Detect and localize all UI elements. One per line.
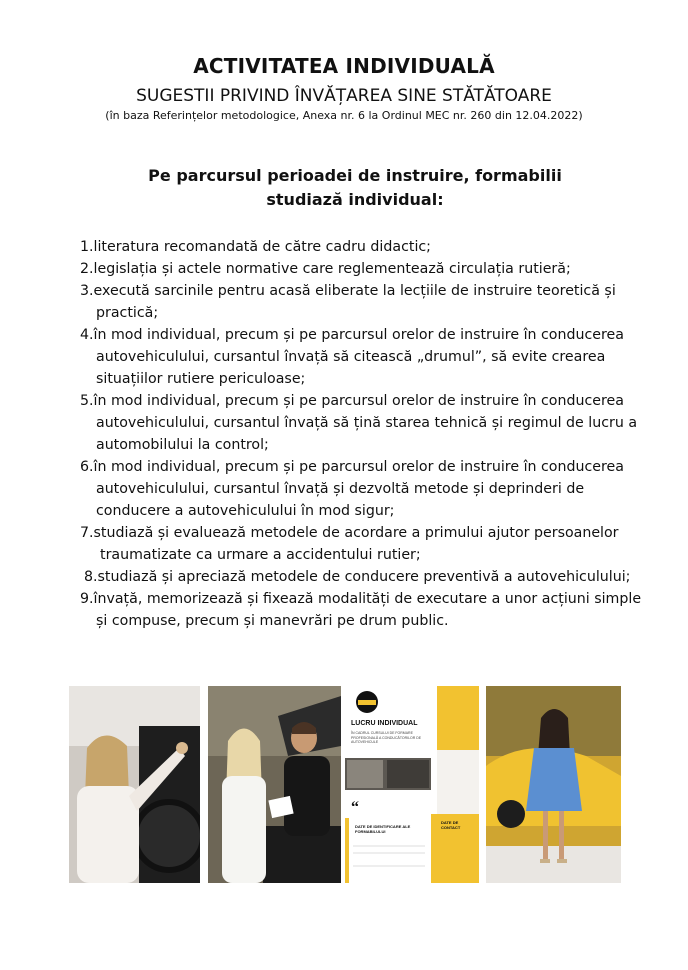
list-item: 1.literatura recomandată de către cadru didactic; [80,239,431,255]
svg-text:“: “ [351,799,359,816]
section-heading-line-1: Pe parcursul perioadei de instruire, formabilii [148,166,562,185]
woman-yellow-car-image [486,686,621,883]
instructor-engine-image [208,686,341,883]
list-item: 7.studiază și evaluează metodele de acordare a primului ajutor persoanelor traumatizate ca urmare a accidentului rutier; [80,525,619,563]
flyer-id-label: DATE DE IDENTIFICARE ALE FORMABILULUI [355,824,411,834]
document-subtitle: SUGESTII PRIVIND ÎNVĂȚAREA SINE STĂTĂTOARE [136,86,552,106]
flyer-title: LUCRU INDIVIDUAL [351,720,418,727]
list-item: 8.studiază și apreciază metodele de conducere preventivă a autovehiculului; [84,569,631,585]
flyer-graphic [345,686,479,883]
photo-instructor-engine [208,686,341,883]
photo-strip [69,686,621,884]
photo-woman-yellow-car [486,686,621,883]
photo-driver-in-car [69,686,200,883]
section-heading-line-2: studiază individual: [266,190,444,209]
list-item: 4.în mod individual, precum și pe parcursul orelor de instruire în conducerea autovehiculului, cursantul învață să citească „drumul”, să evite crearea situațiilor rutiere periculoase; [80,327,624,387]
document-title: ACTIVITATEA INDIVIDUALĂ [193,54,495,78]
list-item: 5.în mod individual, precum și pe parcursul orelor de instruire în conducerea autovehiculului, cursantul învață să țină starea tehnică și regimul de lucru a automobilului la control; [80,393,638,453]
section-heading [120,164,590,212]
study-list [80,236,650,632]
document-note: (în baza Referințelor metodologice, Anexa nr. 6 la Ordinul MEC nr. 260 din 12.04.2022) [105,109,583,122]
photo-flyer [345,686,479,883]
list-item: 6.în mod individual, precum și pe parcursul orelor de instruire în conducerea autovehiculului, cursantul învață și dezvoltă metode și deprinderi de conducere a autovehiculului în mod sigur; [80,459,624,519]
list-item: 2.legislația și actele normative care reglementează circulația rutieră; [80,261,571,277]
flyer-contact-label: DATE DE CONTACT [441,820,461,830]
driver-in-car-image [69,686,200,883]
list-item: 9.învață, memorizează și fixează modalități de executare a unor acțiuni simple și compuse, precum și manevrări pe drum public. [80,591,642,629]
list-item: 3.execută sarcinile pentru acasă eliberate la lecțiile de instruire teoretică și practică; [80,283,616,321]
flyer-subtitle: ÎN CADRUL CURSULUI DE FORMARE PROFESIONALĂ A CONDUCĂTORILOR DE AUTOVEHICULE [351,731,422,744]
